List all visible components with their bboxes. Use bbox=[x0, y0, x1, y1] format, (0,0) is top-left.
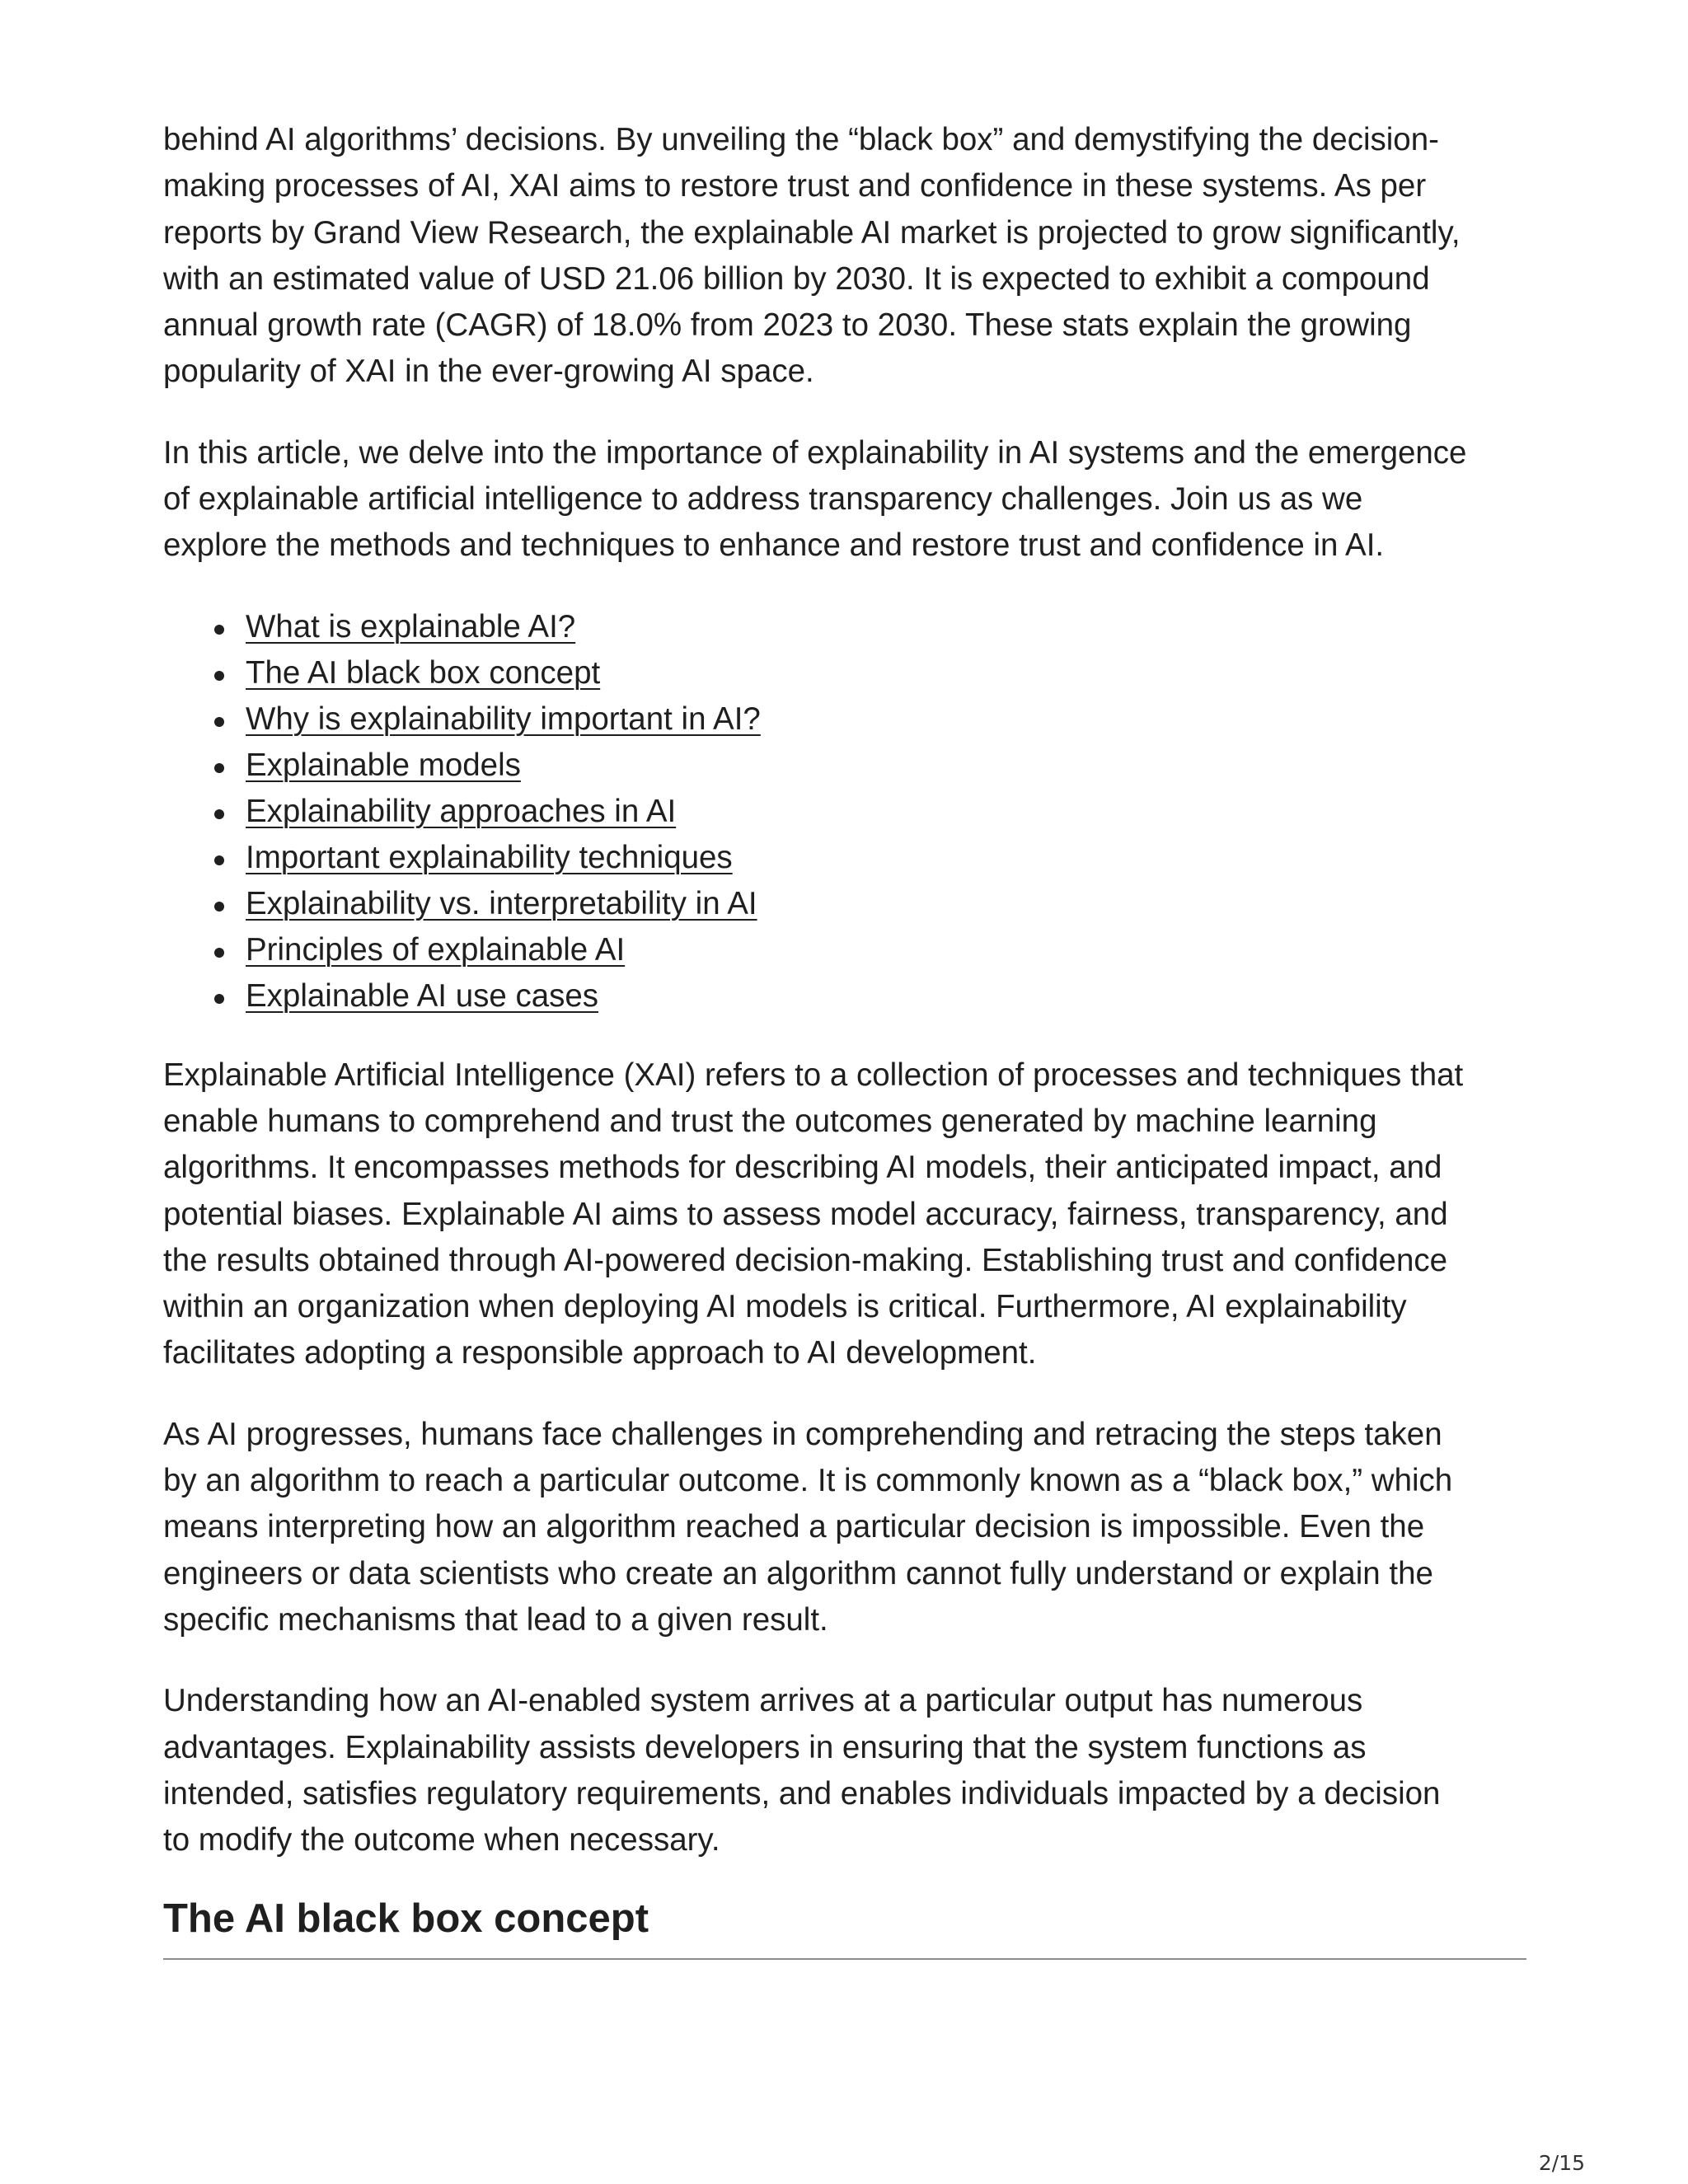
bullet-icon bbox=[214, 902, 224, 912]
intro-paragraph bbox=[163, 117, 1526, 396]
toc-link-explainability-vs-interpretability[interactable]: Explainability vs. interpretability in AI bbox=[246, 885, 757, 921]
toc-item bbox=[163, 650, 1526, 696]
toc-item bbox=[163, 927, 1526, 973]
toc-link-what-is-explainable-ai[interactable]: What is explainable AI? bbox=[246, 608, 576, 644]
bullet-icon bbox=[214, 671, 224, 681]
paragraph-line: specific mechanisms that lead to a given result. bbox=[163, 1601, 828, 1638]
toc-item bbox=[163, 835, 1526, 881]
black-box-paragraph bbox=[163, 1412, 1526, 1643]
toc-item bbox=[163, 789, 1526, 835]
paragraph-line: facilitates adopting a responsible approach to AI development. bbox=[163, 1335, 1037, 1371]
paragraph-line: of explainable artificial intelligence to address transparency challenges. Join us as we bbox=[163, 481, 1363, 518]
toc-item bbox=[163, 696, 1526, 743]
paragraph-line: In this article, we delve into the importance of explainability in AI systems and the emergence bbox=[163, 434, 1467, 471]
bullet-icon bbox=[214, 948, 224, 958]
paragraph-line: behind AI algorithms’ decisions. By unveiling the “black box” and demystifying the decision- bbox=[163, 122, 1439, 157]
paragraph-line: algorithms. It encompasses methods for describing AI models, their anticipated impact, and bbox=[163, 1150, 1442, 1186]
paragraph-line: popularity of XAI in the ever-growing AI space. bbox=[163, 354, 814, 390]
toc-link-explainability-techniques[interactable]: Important explainability techniques bbox=[246, 839, 733, 875]
bullet-icon bbox=[214, 717, 224, 727]
paragraph-line: making processes of AI, XAI aims to restore trust and confidence in these systems. As per bbox=[163, 168, 1427, 204]
bullet-icon bbox=[214, 763, 224, 773]
paragraph-line: intended, satisfies regulatory requirements, and enables individuals impacted by a decision bbox=[163, 1775, 1441, 1811]
heading-divider bbox=[163, 1958, 1526, 1960]
paragraph-line: with an estimated value of USD 21.06 billion by 2030. It is expected to exhibit a compound bbox=[163, 260, 1430, 297]
toc-link-explainability-approaches[interactable]: Explainability approaches in AI bbox=[246, 793, 677, 829]
toc-link-black-box-concept[interactable]: The AI black box concept bbox=[246, 654, 601, 691]
bullet-icon bbox=[214, 994, 224, 1004]
toc-link-why-explainability-important[interactable]: Why is explainability important in AI? bbox=[246, 701, 761, 737]
toc-item bbox=[163, 743, 1526, 789]
article-body bbox=[163, 117, 1526, 1898]
toc-link-explainable-models[interactable]: Explainable models bbox=[246, 747, 521, 783]
bullet-icon bbox=[214, 809, 224, 819]
toc-link-use-cases[interactable]: Explainable AI use cases bbox=[246, 977, 599, 1014]
toc-item bbox=[163, 881, 1526, 927]
table-of-contents bbox=[163, 604, 1526, 1019]
paragraph-line: As AI progresses, humans face challenges in comprehending and retracing the steps taken bbox=[163, 1416, 1442, 1452]
bullet-icon bbox=[214, 855, 224, 865]
page-number: 2/15 bbox=[1538, 2151, 1585, 2175]
paragraph-line: Explainable Artificial Intelligence (XAI) refers to a collection of processes and techniques that bbox=[163, 1057, 1464, 1093]
paragraph-line: means interpreting how an algorithm reached a particular decision is impossible. Even the bbox=[163, 1509, 1425, 1545]
paragraph-line: enable humans to comprehend and trust the outcomes generated by machine learning bbox=[163, 1103, 1377, 1139]
article-intro-paragraph bbox=[163, 430, 1526, 569]
paragraph-line: to modify the outcome when necessary. bbox=[163, 1822, 720, 1858]
bullet-icon bbox=[214, 625, 224, 635]
paragraph-line: explore the methods and techniques to enhance and restore trust and confidence in AI. bbox=[163, 527, 1385, 564]
paragraph-line: potential biases. Explainable AI aims to assess model accuracy, fairness, transparency, and bbox=[163, 1196, 1448, 1232]
toc-item bbox=[163, 604, 1526, 650]
paragraph-line: engineers or data scientists who create an algorithm cannot fully understand or explain the bbox=[163, 1555, 1433, 1591]
paragraph-line: reports by Grand View Research, the explainable AI market is projected to grow significantly, bbox=[163, 214, 1461, 251]
paragraph-line: within an organization when deploying AI models is critical. Furthermore, AI explainability bbox=[163, 1289, 1407, 1325]
paragraph-line: the results obtained through AI-powered decision-making. Establishing trust and confidence bbox=[163, 1242, 1448, 1278]
toc-item bbox=[163, 973, 1526, 1019]
paragraph-line: annual growth rate (CAGR) of 18.0% from 2023 to 2030. These stats explain the growing bbox=[163, 307, 1412, 344]
xai-definition-paragraph bbox=[163, 1052, 1526, 1377]
section-heading: The AI black box concept bbox=[163, 1896, 649, 1941]
paragraph-line: by an algorithm to reach a particular outcome. It is commonly known as a “black box,” which bbox=[163, 1463, 1453, 1499]
paragraph-line: advantages. Explainability assists developers in ensuring that the system functions as bbox=[163, 1729, 1367, 1765]
advantages-paragraph bbox=[163, 1678, 1526, 1863]
toc-link-principles[interactable]: Principles of explainable AI bbox=[246, 931, 626, 968]
paragraph-line: Understanding how an AI-enabled system arrives at a particular output has numerous bbox=[163, 1683, 1363, 1719]
